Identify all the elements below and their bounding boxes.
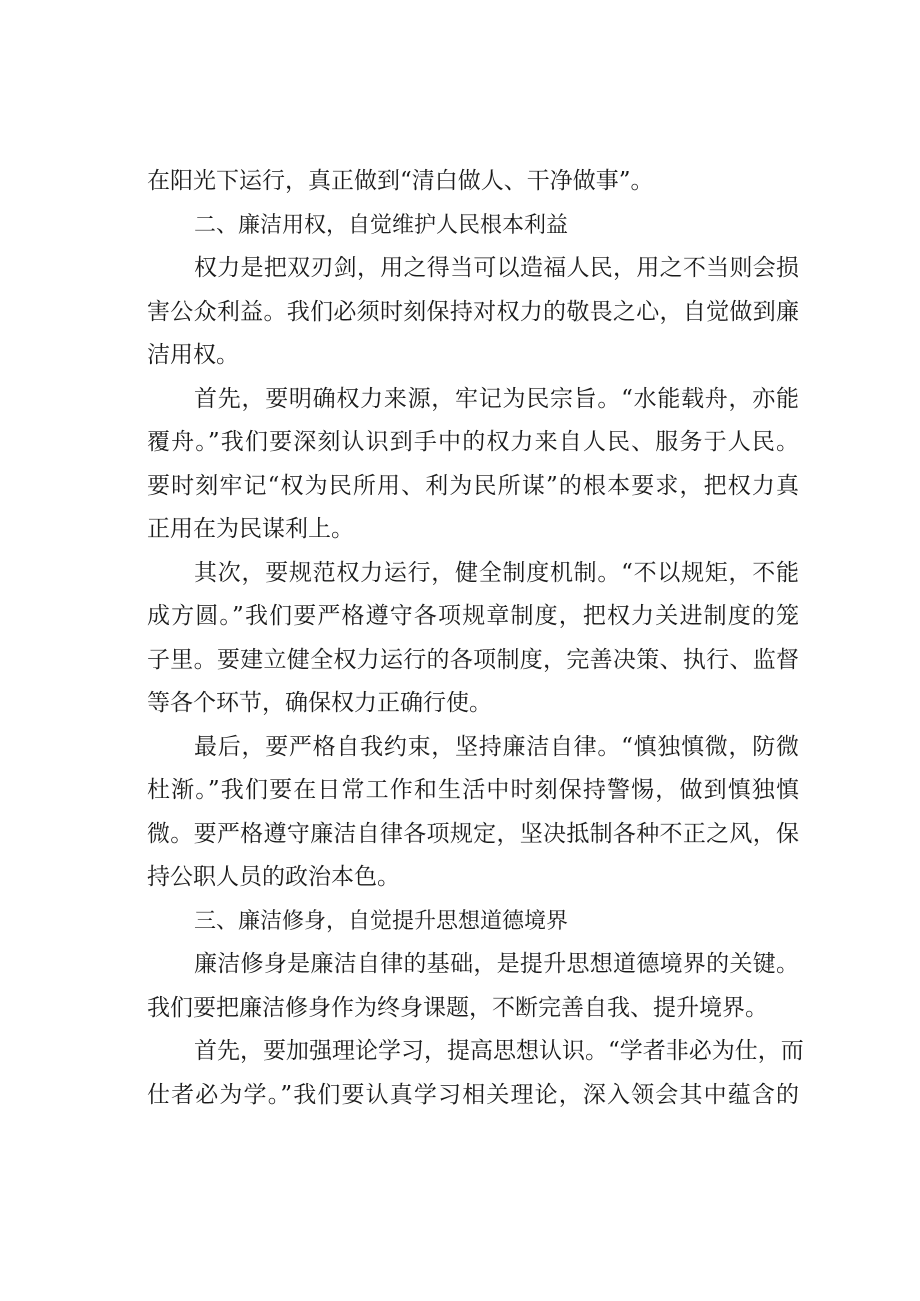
paragraph-line: 微。要严格遵守廉洁自律各项规定，坚决抵制各种不正之风，保 bbox=[147, 820, 799, 847]
paragraph-line: 在阳光下运行，真正做到“清白做人、干净做事”。 bbox=[147, 168, 654, 194]
paragraph-line: 洁用权。 bbox=[147, 342, 239, 368]
paragraph-line: 杜渐。”我们要在日常工作和生活中时刻保持警惕，做到慎独慎 bbox=[147, 777, 799, 803]
document-body bbox=[147, 160, 804, 1117]
paragraph-line: 覆舟。”我们要深刻认识到手中的权力来自人民、服务于人民。 bbox=[147, 429, 799, 455]
paragraph-line: 子里。要建立健全权力运行的各项制度，完善决策、执行、监督 bbox=[147, 646, 799, 673]
paragraph-line: 正用在为民谋利上。 bbox=[147, 516, 354, 542]
paragraph-line: 我们要把廉洁修身作为终身课题，不断完善自我、提升境界。 bbox=[147, 994, 768, 1021]
paragraph-line: 首先，要明确权力来源，牢记为民宗旨。“水能载舟，亦能 bbox=[194, 385, 799, 412]
paragraph-line: 等各个环节，确保权力正确行使。 bbox=[147, 690, 492, 716]
paragraph-line: 成方圆。”我们要严格遵守各项规章制度，把权力关进制度的笼 bbox=[147, 603, 799, 629]
paragraph-line: 最后，要严格自我约束，坚持廉洁自律。“慎独慎微，防微 bbox=[194, 733, 799, 760]
paragraph-line: 要时刻牢记“权为民所用、利为民所谋”的根本要求，把权力真 bbox=[147, 472, 799, 499]
paragraph-line: 权力是把双刃剑，用之得当可以造福人民，用之不当则会损 bbox=[194, 255, 799, 281]
paragraph-line: 廉洁修身是廉洁自律的基础，是提升思想道德境界的关键。 bbox=[194, 951, 799, 977]
paragraph-line: 其次，要规范权力运行，健全制度机制。“不以规矩，不能 bbox=[194, 559, 799, 586]
paragraph-line: 首先，要加强理论学习，提高思想认识。“学者非必为仕，而 bbox=[194, 1038, 804, 1064]
paragraph-line: 害公众利益。我们必须时刻保持对权力的敬畏之心，自觉做到廉 bbox=[147, 298, 799, 325]
section-heading-2: 二、廉洁用权，自觉维护人民根本利益 bbox=[194, 212, 569, 238]
section-heading-3: 三、廉洁修身，自觉提升思想道德境界 bbox=[194, 908, 569, 934]
paragraph-line: 持公职人员的政治本色。 bbox=[147, 864, 400, 890]
paragraph-line: 仕者必为学。”我们要认真学习相关理论，深入领会其中蕴含的 bbox=[147, 1081, 799, 1108]
